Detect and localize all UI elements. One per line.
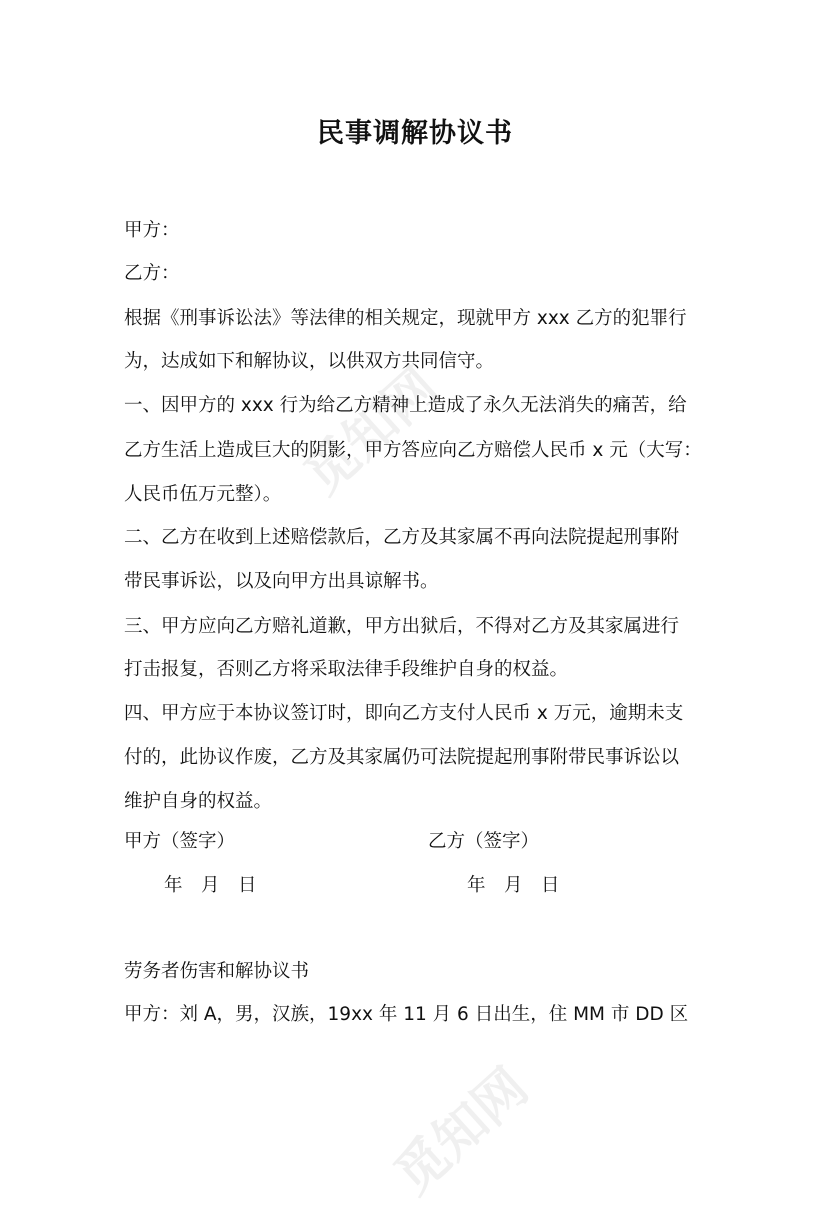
paragraph-line: 四、甲方应于本协议签订时，即向乙方支付人民币 x 万元，逾期未支 — [124, 703, 684, 724]
paragraph-line: 维护自身的权益。 — [124, 791, 273, 812]
paragraph-line: 乙方生活上造成巨大的阴影，甲方答应向乙方赔偿人民币 x 元（大写： — [124, 440, 702, 461]
paragraph-line: 带民事诉讼，以及向甲方出具谅解书。 — [124, 571, 439, 592]
paragraph-line: 人民币伍万元整）。 — [124, 484, 282, 505]
watermark: 觅知网 — [293, 357, 450, 507]
paragraph-line: 二、乙方在收到上述赔偿款后，乙方及其家属不再向法院提起刑事附 — [124, 527, 680, 548]
paragraph-line: 根据《刑事诉讼法》等法律的相关规定，现就甲方 xxx 乙方的犯罪行 — [124, 308, 687, 329]
paragraph-line: 为，达成如下和解协议，以供双方共同信守。 — [124, 351, 495, 372]
party-a-line: 甲方： — [124, 220, 180, 241]
watermark: 觅知网 — [383, 1057, 540, 1207]
document-title: 民事调解协议书 — [317, 118, 513, 149]
second-document-party-a: 甲方：刘 A，男，汉族，19xx 年 11 月 6 日出生，住 MM 市 DD 区 — [124, 1004, 689, 1025]
second-document-title: 劳务者伤害和解协议书 — [124, 961, 310, 982]
paragraph-line: 付的，此协议作废，乙方及其家属仍可法院提起刑事附带民事诉讼以 — [124, 747, 680, 768]
party-b-signature-label: 乙方（签字） — [428, 831, 540, 852]
party-b-date: 年 月 日 — [467, 875, 560, 896]
paragraph-line: 一、因甲方的 xxx 行为给乙方精神上造成了永久无法消失的痛苦，给 — [124, 395, 687, 416]
party-b-line: 乙方： — [124, 263, 180, 284]
party-a-signature-label: 甲方（签字） — [124, 831, 236, 852]
party-a-date: 年 月 日 — [164, 875, 257, 896]
paragraph-line: 打击报复，否则乙方将采取法律手段维护自身的权益。 — [124, 659, 569, 680]
paragraph-line: 三、甲方应向乙方赔礼道歉，甲方出狱后，不得对乙方及其家属进行 — [124, 616, 680, 637]
